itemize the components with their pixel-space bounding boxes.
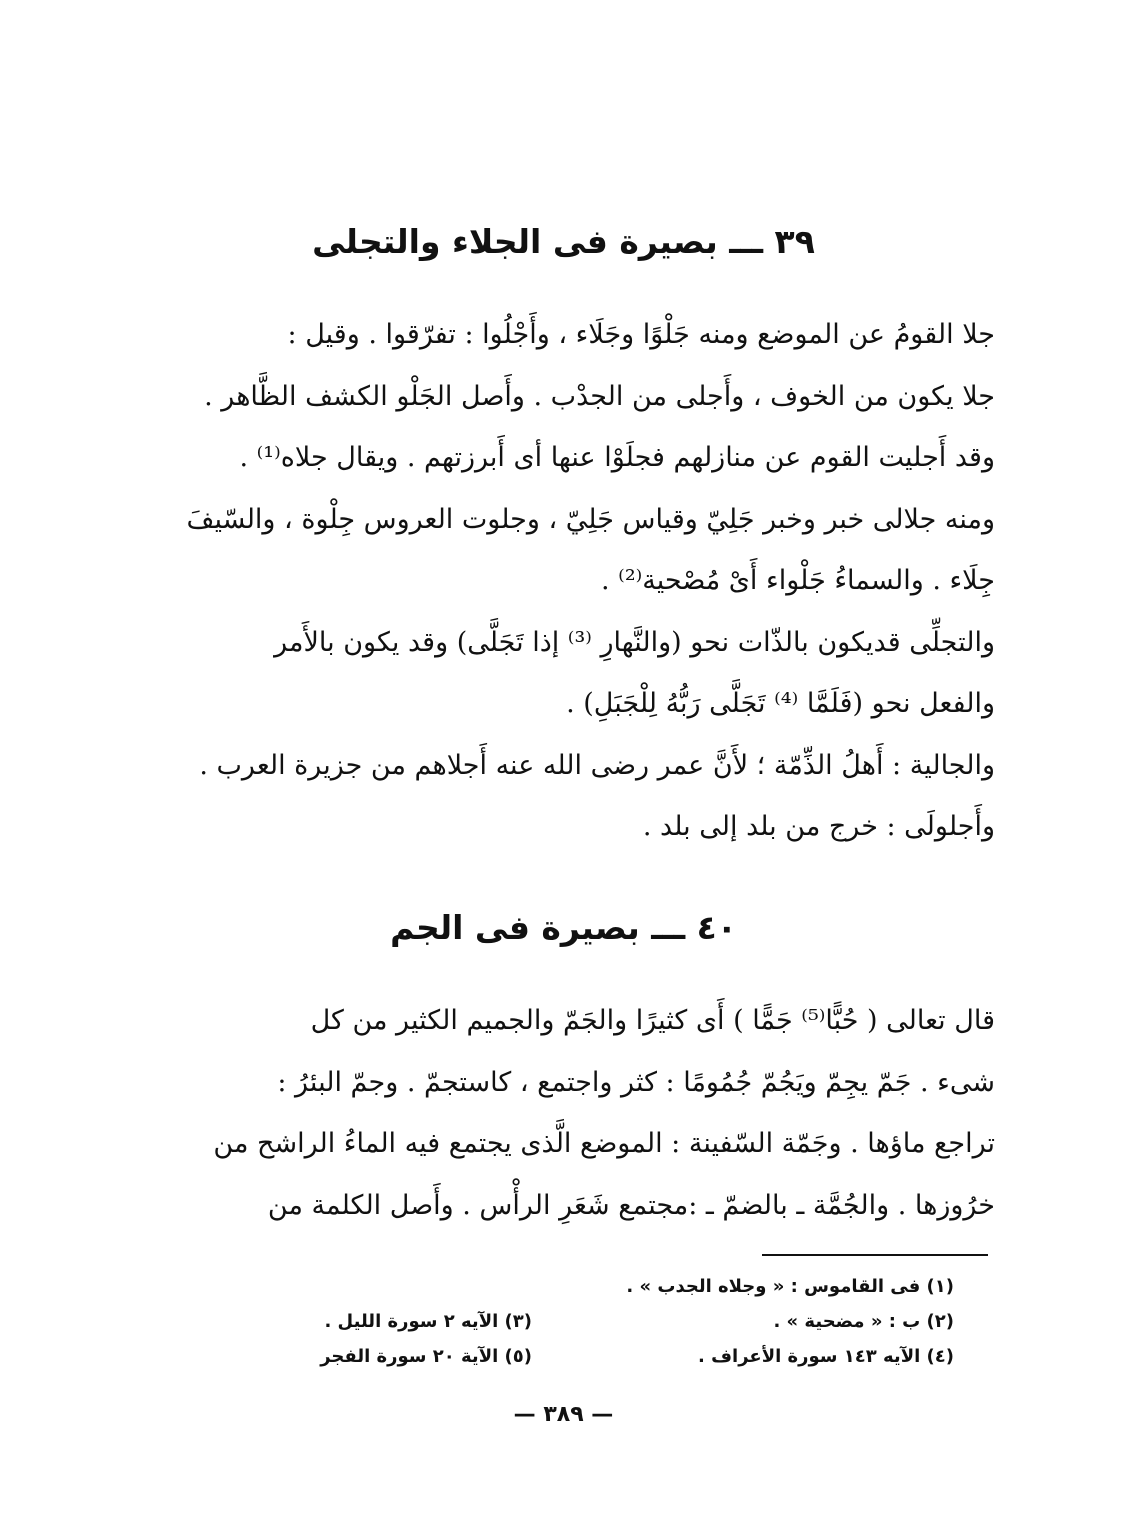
- text-line: شىء . جَمّ يجِمّ ويَجُمّ جُمُومًا : كثر واجتمع ، كاستجمّ . وجمّ البئرُ :: [277, 1066, 995, 1098]
- section-40-heading: ٤٠ ـــ بصيرة فى الجم: [390, 908, 737, 947]
- text-line: والتجلِّى قديكون بالذّات نحو (والنَّهارِ ⁽³⁾ إذا تَجَلَّى) وقد يكون بالأَمر: [274, 626, 995, 658]
- text-line: وقد أَجليت القوم عن منازلهم فجلَوْا عنها أى أَبرزتهم . ويقال جلاه⁽¹⁾ .: [239, 442, 995, 473]
- text-line: والجالية : أَهلُ الذِّمّة ؛ لأَنَّ عمر رضى الله عنه أَجلاهم من جزيرة العرب .: [199, 749, 995, 781]
- footnote-4: (٤) الآيه ١٤٣ سورة الأعراف .: [698, 1346, 954, 1367]
- footnote-2: (٢) ب : « مضحية » .: [773, 1311, 954, 1332]
- text-line: والفعل نحو (فَلَمَّا ⁽⁴⁾ تَجَلَّى رَبُّهُ لِلْجَبَلِ) .: [566, 688, 995, 719]
- text-line: جلا القومُ عن الموضع ومنه جَلْوًا وجَلَاء ، وأَجْلُوا : تفرّقوا . وقيل :: [287, 319, 995, 350]
- text-line: خرُوزها . والجُمَّة ـ بالضمّ ـ :مجتمع شَعَرِ الرأْس . وأَصل الكلمة من: [267, 1189, 995, 1221]
- section-39-heading: ٣٩ ـــ بصيرة فى الجلاء والتجلى: [312, 222, 815, 261]
- text-line: جلا يكون من الخوف ، وأَجلى من الجدْب . وأَصل الجَلْو الكشف الظَّاهر .: [204, 380, 995, 412]
- text-line: ومنه جلالى خبر وخبر جَلِيّ وقياس جَلِيّ ، وجلوت العروس جِلْوة ، والسّيفَ: [186, 503, 995, 535]
- section-40-text: [135, 990, 995, 1236]
- footnote-5: (٥) الآية ٢٠ سورة الفجر: [320, 1346, 532, 1367]
- footnote-divider: [762, 1254, 988, 1256]
- text-line: قال تعالى ( حُبًّا⁽⁵⁾ جَمًّا ) أَى كثيرًا والجَمّ والجميم الكثير من كل: [310, 1005, 995, 1036]
- section-39-text: [135, 304, 995, 858]
- footnote-3: (٣) الآيه ٢ سورة الليل .: [324, 1311, 532, 1332]
- text-line: تراجع ماؤها . وجَمّة السّفينة : الموضع الَّذى يجتمع فيه الماءُ الراشح من: [213, 1128, 995, 1159]
- footnote-1: (١) فى القاموس : « وجلاه الجدب » .: [626, 1276, 954, 1297]
- text-line: وأَجلولَى : خرج من بلد إلى بلد .: [642, 811, 995, 842]
- text-line: جِلَاء . والسماءُ جَلْواء أَىْ مُصْحية⁽²⁾ .: [601, 565, 995, 596]
- page-number: — ٣٨٩ —: [513, 1402, 614, 1427]
